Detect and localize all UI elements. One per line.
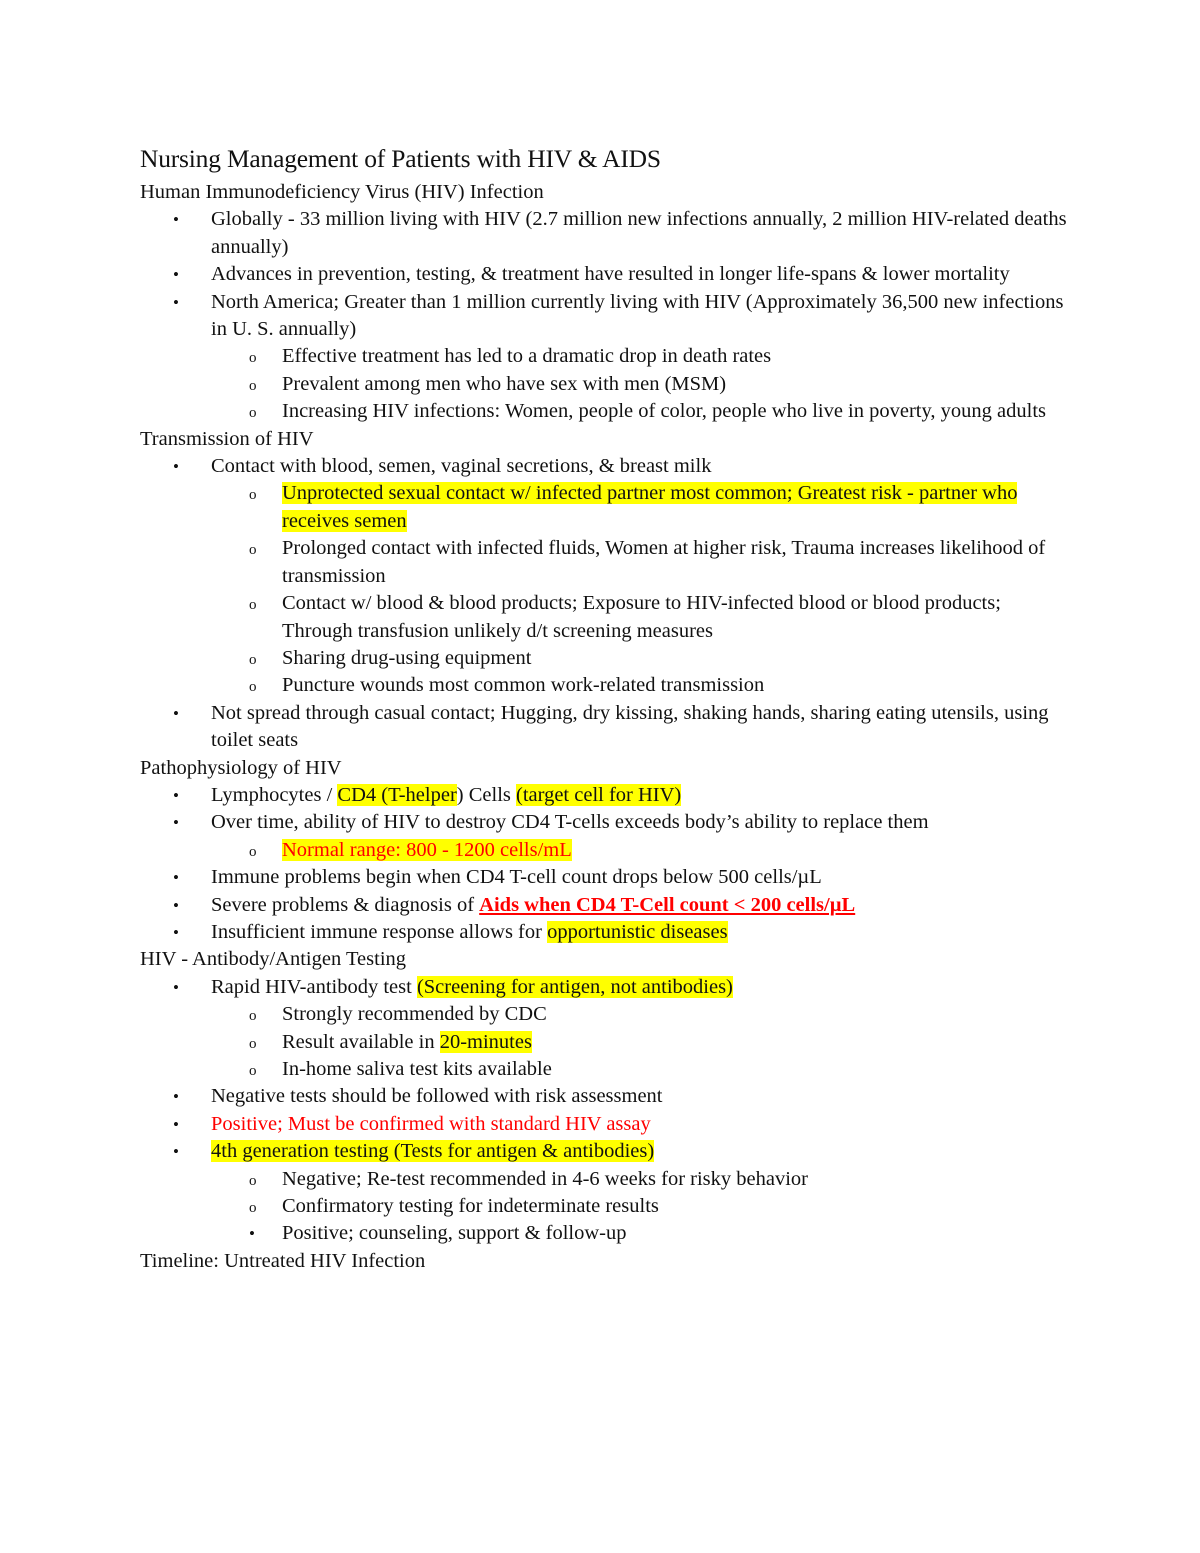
sub-list-item: • Positive; counseling, support & follow-up — [140, 1220, 1070, 1247]
highlighted-text: CD4 (T-helper — [337, 783, 457, 806]
list-item: • Contact with blood, semen, vaginal secretions, & breast milk — [140, 453, 1070, 480]
sub-list-item: o Prolonged contact with infected fluids, Women at higher risk, Trauma increases likelihood of transmission — [249, 537, 1046, 587]
circle-bullet-icon: o — [249, 1200, 257, 1217]
circle-bullet-icon: o — [249, 1035, 257, 1052]
bullet-icon: • — [173, 210, 179, 230]
highlighted-text: (Screening for antigen, not antibodies) — [416, 975, 733, 998]
bullet-icon: • — [173, 977, 179, 997]
circle-bullet-icon: o — [249, 1008, 257, 1025]
sub-list-item: o Negative; Re-test recommended in 4-6 weeks for risky behavior — [140, 1166, 1070, 1193]
bullet-icon: • — [173, 1087, 179, 1107]
sub-list-item: o Sharing drug-using equipment — [140, 645, 1070, 672]
section-heading: Timeline: Untreated HIV Infection — [140, 1249, 426, 1272]
list-item — [140, 1138, 1070, 1165]
list-item: • Immune problems begin when CD4 T-cell count drops below 500 cells/µL — [140, 864, 1070, 891]
circle-bullet-icon: o — [249, 1172, 257, 1189]
emphasis-text: Aids when CD4 T-Cell count < 200 cells/µL — [479, 893, 856, 916]
highlighted-text: (target cell for HIV) — [516, 783, 682, 806]
circle-bullet-icon: o — [249, 350, 257, 367]
bullet-icon: • — [173, 265, 179, 285]
document-body — [140, 142, 1070, 1275]
section-heading: Human Immunodeficiency Virus (HIV) Infection — [140, 181, 544, 203]
list-item: • North America; Greater than 1 million currently living with HIV (Approximately 36,500 new infections in U. S. annually) — [173, 290, 1064, 341]
list-item: • Over time, ability of HIV to destroy CD4 T-cells exceeds body’s ability to replace them — [140, 809, 1070, 836]
section-heading: HIV - Antibody/Antigen Testing — [140, 948, 407, 971]
circle-bullet-icon: o — [249, 487, 257, 504]
highlighted-text: Unprotected sexual contact w/ infected partner most common; Greatest risk - partner who receives semen — [282, 482, 1018, 532]
page-title: Nursing Management of Patients with HIV & AIDS — [140, 144, 661, 173]
sub-list-item — [140, 480, 1070, 535]
list-item: • Advances in prevention, testing, & treatment have resulted in longer life-spans & lower mortality — [140, 261, 1070, 288]
bullet-icon: • — [173, 922, 179, 942]
sub-list-item: o Effective treatment has led to a dramatic drop in death rates — [140, 343, 1070, 370]
highlighted-text: 4th generation testing (Tests for antigen & antibodies) — [211, 1140, 655, 1163]
section-heading: Pathophysiology of HIV — [140, 756, 342, 779]
bullet-icon: • — [173, 895, 179, 915]
circle-bullet-icon: o — [249, 597, 257, 614]
circle-bullet-icon: o — [249, 651, 257, 668]
list-item: • Not spread through casual contact; Hugging, dry kissing, shaking hands, sharing eating utensils, using toilet seats — [173, 701, 1049, 752]
list-item: • Negative tests should be followed with risk assessment — [140, 1083, 1070, 1110]
list-item: • Lymphocytes / CD4 (T-helper) Cells (target cell for HIV) — [140, 782, 1070, 809]
list-item: • Rapid HIV-antibody test (Screening for antigen, not antibodies) — [140, 974, 1070, 1001]
highlighted-text: 20-minutes — [439, 1030, 532, 1053]
sub-list-item: o Result available in 20-minutes — [140, 1029, 1070, 1056]
highlighted-text: opportunistic diseases — [547, 920, 728, 943]
list-item: • Insufficient immune response allows for opportunistic diseases — [140, 919, 1070, 946]
circle-bullet-icon: o — [249, 405, 257, 422]
highlighted-red-text: Normal range: 800 - 1200 cells/mL — [282, 838, 572, 861]
sub-list-item: o Confirmatory testing for indeterminate results — [140, 1193, 1070, 1220]
bullet-icon: • — [173, 868, 179, 888]
list-item: • Globally - 33 million living with HIV (2.7 million new infections annually, 2 million HIV-related deaths annually) — [173, 208, 1067, 258]
bullet-icon: • — [173, 813, 179, 833]
sub-list-item — [140, 837, 1070, 864]
bullet-icon: • — [249, 1224, 255, 1244]
bullet-icon: • — [173, 1142, 179, 1162]
section-heading: Transmission of HIV — [140, 427, 314, 450]
bullet-icon: • — [173, 457, 179, 477]
bullet-icon: • — [173, 785, 179, 805]
sub-list-item: o Strongly recommended by CDC — [140, 1001, 1070, 1028]
red-text: Positive; Must be confirmed with standard HIV assay — [211, 1112, 651, 1135]
sub-list-item: o Increasing HIV infections: Women, people of color, people who live in poverty, young adults — [140, 398, 1070, 425]
circle-bullet-icon: o — [249, 843, 257, 860]
list-item: • Severe problems & diagnosis of Aids when CD4 T-Cell count < 200 cells/µL — [140, 892, 1070, 919]
sub-list-item: o Contact w/ blood & blood products; Exposure to HIV-infected blood or blood products; Through transfusion unlikely d/t screening measures — [249, 592, 1001, 642]
circle-bullet-icon: o — [249, 679, 257, 696]
list-item — [140, 1111, 1070, 1138]
bullet-icon: • — [173, 703, 179, 723]
bullet-icon: • — [173, 1114, 179, 1134]
sub-list-item: o Prevalent among men who have sex with men (MSM) — [140, 371, 1070, 398]
circle-bullet-icon: o — [249, 1063, 257, 1079]
circle-bullet-icon: o — [249, 377, 257, 394]
sub-list-item: o In-home saliva test kits available — [140, 1056, 1070, 1083]
bullet-icon: • — [173, 292, 179, 312]
sub-list-item: o Puncture wounds most common work-related transmission — [140, 672, 1070, 699]
circle-bullet-icon: o — [249, 542, 257, 559]
